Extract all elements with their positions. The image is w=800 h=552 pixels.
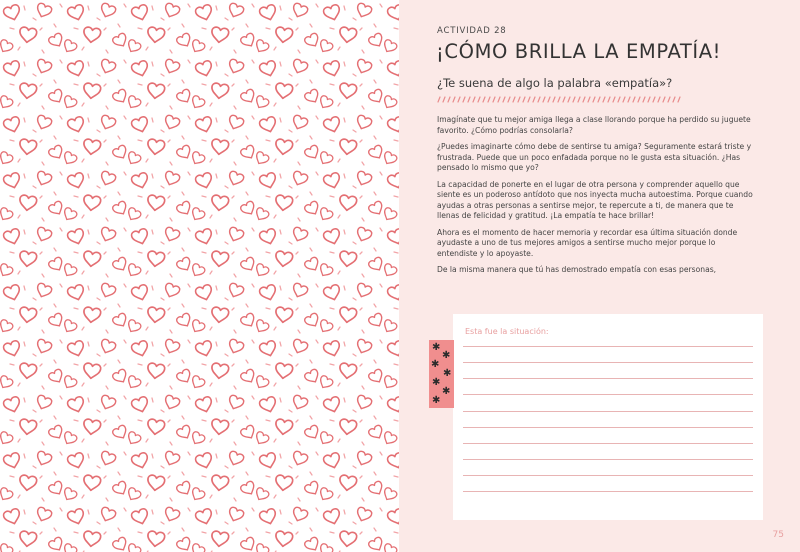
star-icon: ✱ — [442, 350, 451, 361]
paragraph: Imagínate que tu mejor amiga llega a clase llorando porque ha perdido su juguete favorito. ¿Cómo podrías consolarla? — [437, 115, 751, 135]
writing-line[interactable] — [463, 491, 753, 492]
body-text — [437, 115, 755, 282]
question-heading: ¿Te suena de algo la palabra «empatía»? — [437, 76, 673, 90]
diagonal-stripe-divider — [437, 96, 683, 103]
writing-line[interactable] — [463, 443, 753, 444]
paragraph: La capacidad de ponerte en el lugar de otra persona y comprender aquello que siente es un poderoso antídoto que nos inyecta mucha autoestima. Porque cuando ayudas a otras personas a sentirse mejor, te repercute a ti, de manera que te llenas de felicidad y gratitud. ¡La empatía te hace brillar! — [437, 179, 753, 221]
writing-line[interactable] — [463, 378, 753, 379]
heart-pattern — [0, 0, 399, 552]
writing-line[interactable] — [463, 394, 753, 395]
activity-label: ACTIVIDAD 28 — [437, 26, 507, 36]
page-title: ¡CÓMO BRILLA LA EMPATÍA! — [436, 40, 722, 63]
washi-tape — [429, 340, 454, 408]
star-icon: ✱ — [442, 386, 451, 397]
writing-line[interactable] — [463, 362, 753, 363]
writing-line[interactable] — [463, 427, 753, 428]
paragraph: De la misma manera que tú has demostrado empatía con esas personas, — [437, 265, 717, 275]
writing-card — [453, 314, 763, 520]
star-icon: ✱ — [432, 395, 441, 406]
star-icon: ✱ — [431, 359, 440, 370]
page-number: 75 — [772, 530, 784, 540]
writing-line[interactable] — [463, 459, 753, 460]
star-icon: ✱ — [443, 368, 452, 379]
heart-pattern-page — [0, 0, 399, 552]
star-icon: ✱ — [432, 377, 441, 388]
paragraph: ¿Puedes imaginarte cómo debe de sentirse tu amiga? Seguramente estará triste y frustrada. Puede que un poco enfadada porque no le gusta esta situación. ¿Has pensado lo mismo que yo? — [437, 141, 752, 173]
star-icon: ✱ — [432, 342, 441, 353]
writing-line[interactable] — [463, 475, 753, 476]
activity-page — [399, 0, 800, 552]
paragraph: Ahora es el momento de hacer memoria y recordar esa última situación donde ayudaste a uno de tus mejores amigos a sentirse mucho mejor porque lo entendiste y lo apoyaste. — [437, 227, 738, 258]
writing-line[interactable] — [463, 346, 753, 347]
writing-line[interactable] — [463, 411, 753, 412]
card-label: Esta fue la situación: — [465, 327, 549, 336]
